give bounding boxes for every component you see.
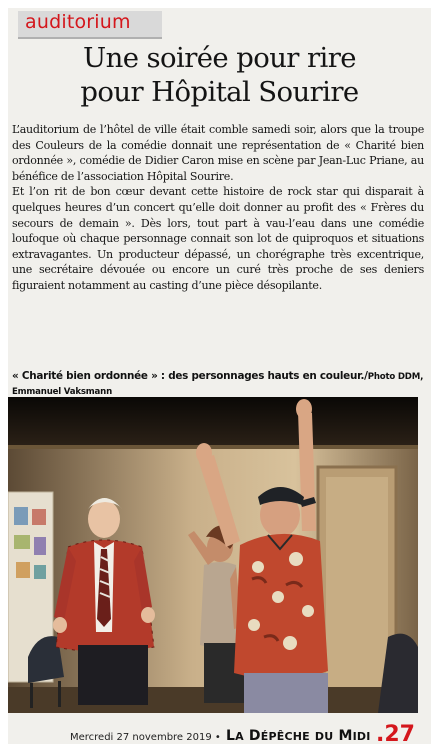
- paragraph-2: Et l’on rit de bon cœur devant cette histoire de rock star qui disparait à quelques heures d’un concert qu’elle doit donner au profit des « Frères du secours de demain ». Dès lors, tout part à vau-l’eau dans une comédie loufoque où chaque personnage connait son lot de quiproquos et situations extravagantes. Un producteur dépassé, un chorégraphe très excentrique, une secrétaire dévouée ou encore un curé très proche de ses deniers figuraient notamment au casting d’une pièce désopilante.: [12, 185, 424, 292]
- photo-caption: [12, 370, 424, 399]
- article-body: [12, 122, 424, 294]
- caption-text: « Charité bien ordonnée » : des personnages hauts en couleur./: [12, 370, 368, 382]
- headline: [8, 41, 431, 109]
- section-rule: [18, 37, 162, 39]
- section-label: auditorium: [25, 11, 131, 33]
- photo-credit: Photo DDM, Emmanuel Vaksmann: [12, 372, 424, 397]
- newspaper-name: LA DÉPÊCHE DU MIDI: [226, 728, 371, 744]
- page-number: .27: [376, 722, 415, 747]
- dark-ceiling: [8, 397, 418, 445]
- paragraph-1: L’auditorium de l’hôtel de ville était comble samedi soir, alors que la troupe des Couleurs de la comédie donnait une représentation de « Charité bien ordonnée », comédie de Didier Caron mise en scène par Jean-Luc Priane, au bénéfice de l’association Hôpital Sourire.: [12, 123, 424, 183]
- page-footer: [8, 722, 431, 747]
- stage-photo-illustration: [8, 397, 418, 713]
- footer-date: Mercredi 27 novembre 2019 •: [70, 732, 221, 743]
- headline-line-2: pour Hôpital Sourire: [80, 76, 359, 108]
- headline-line-1: Une soirée pour rire: [83, 42, 356, 74]
- stage-photo: [8, 397, 418, 713]
- section-tag: [18, 11, 162, 37]
